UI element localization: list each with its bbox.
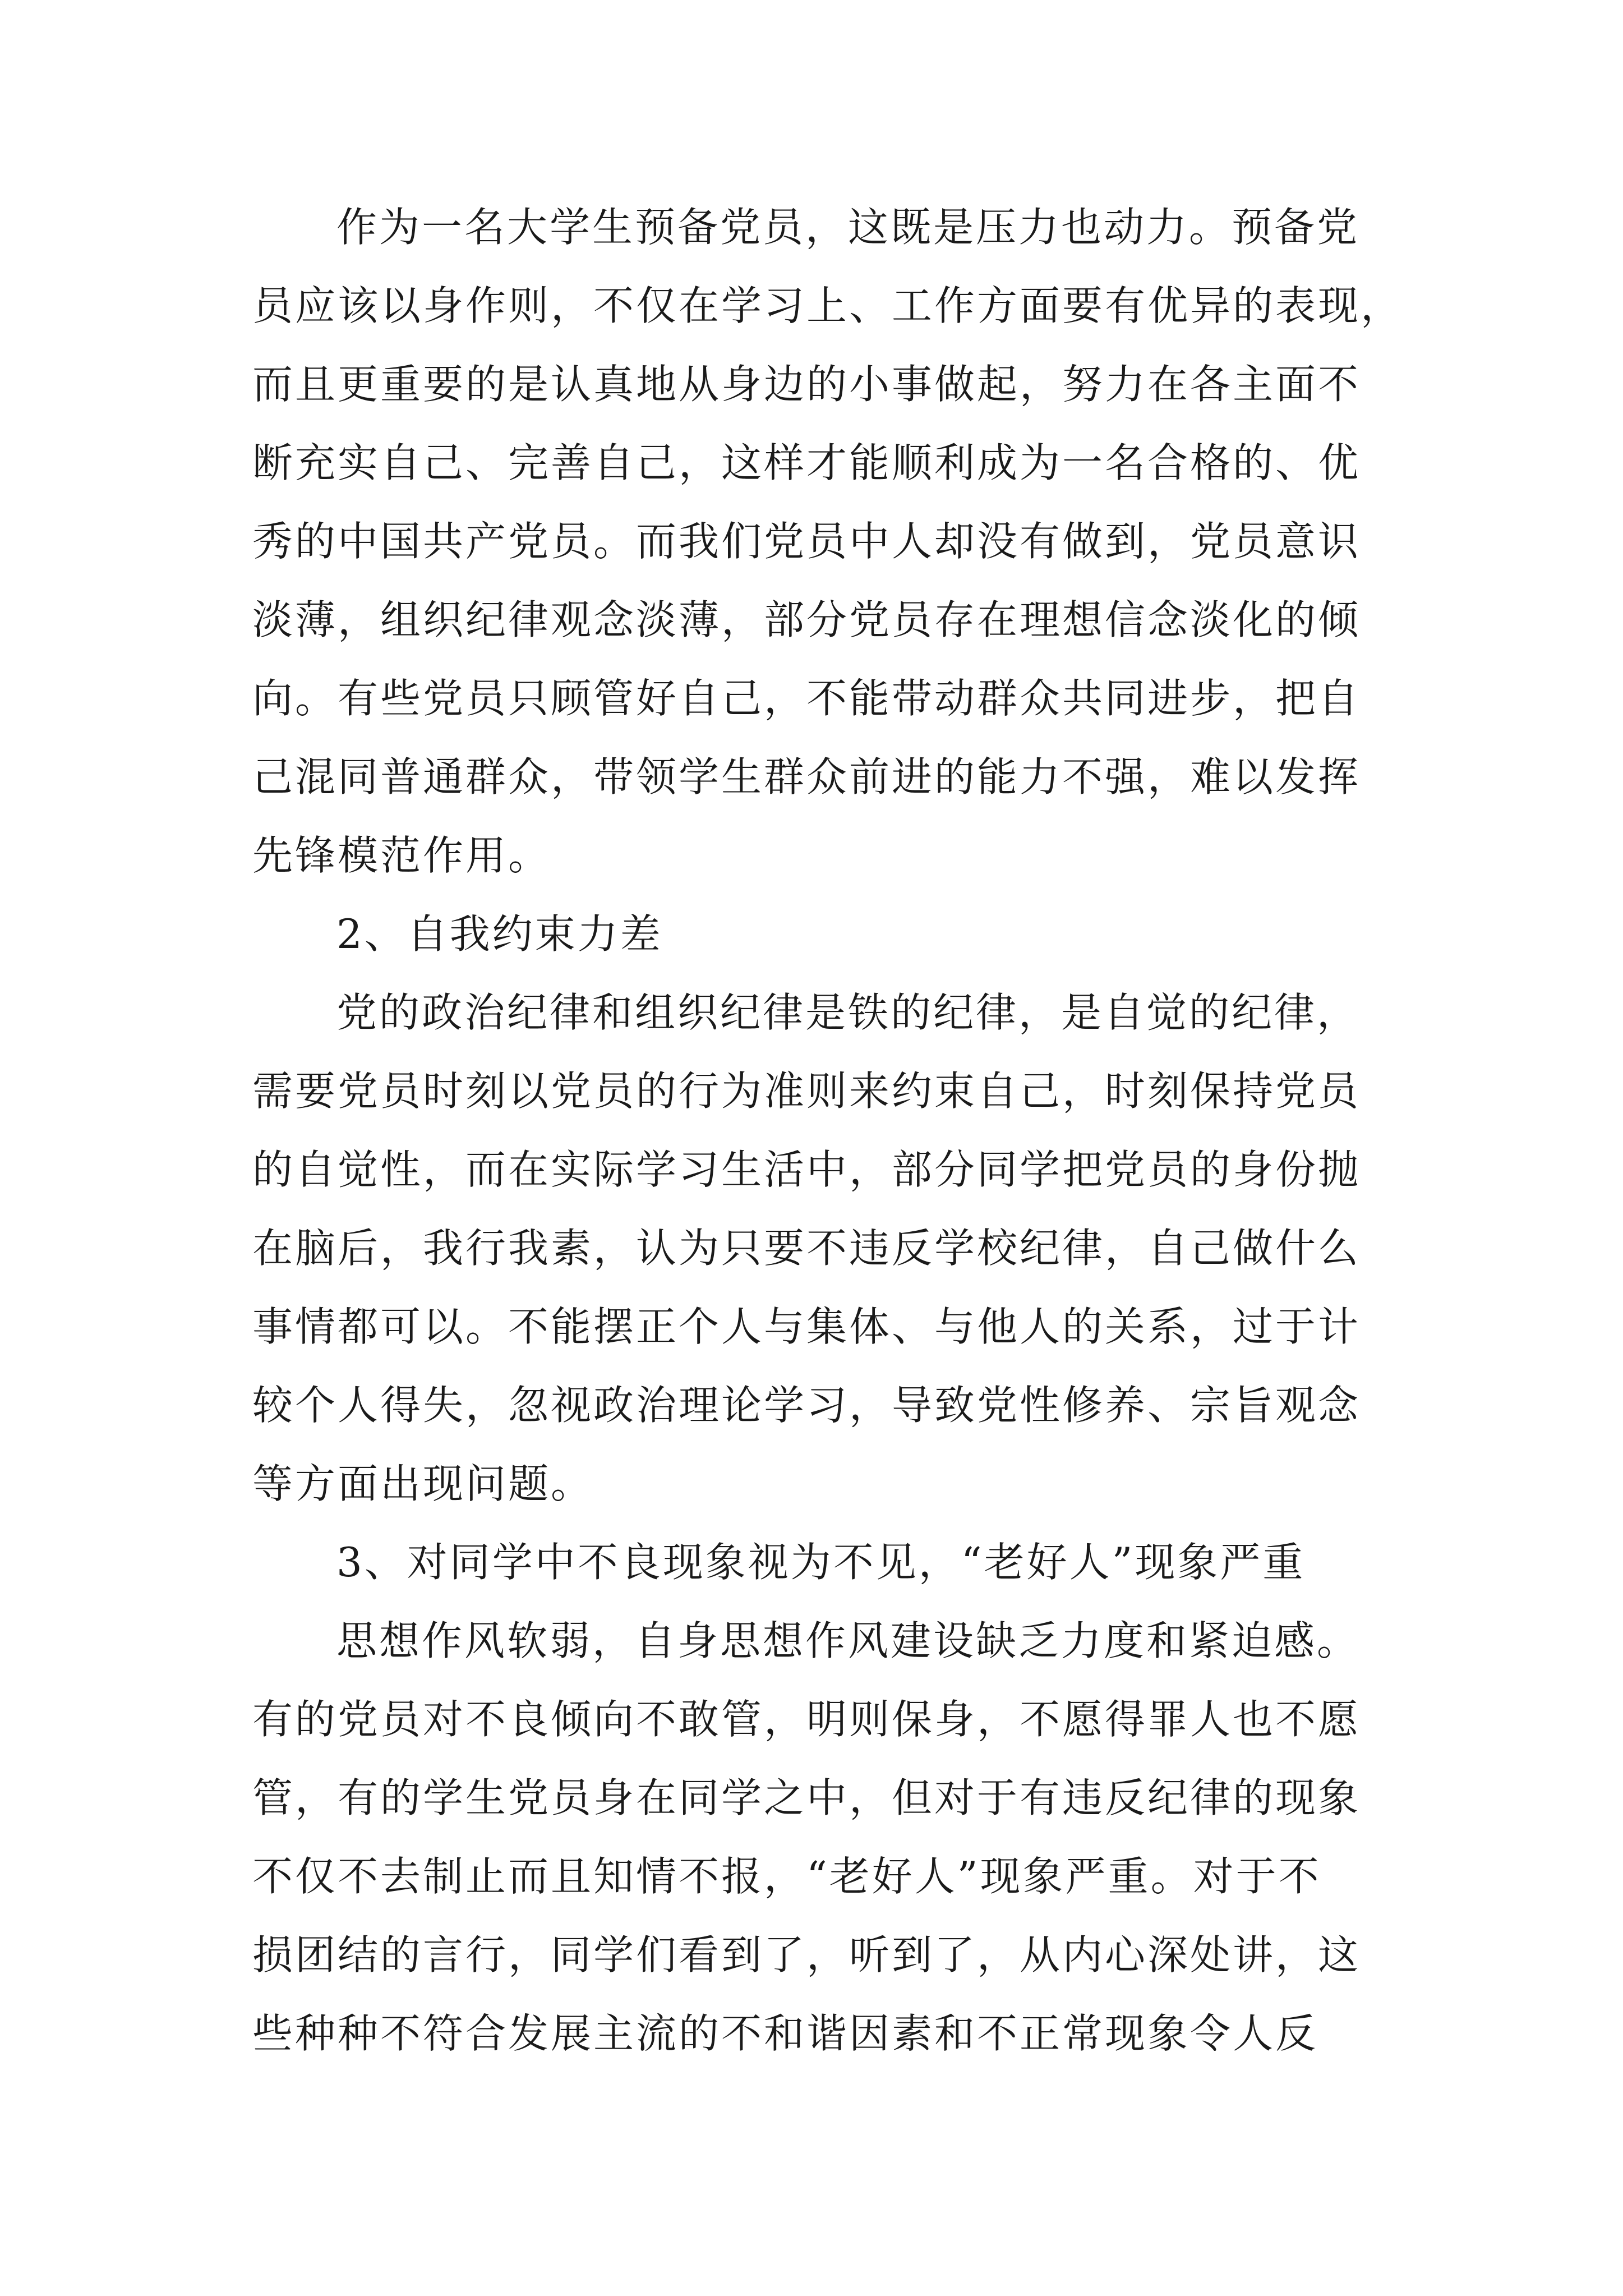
section-heading: 2、自我约束力差 [336,910,663,958]
text-line: 的自觉性，而在实际学习生活中，部分同学把党员的身份抛 [252,1146,1361,1193]
text-line: 不仅不去制止而且知情不报，“老好人”现象严重。对于不 [252,1853,1321,1900]
text-line: 先锋模范作用。 [252,832,551,879]
text-line: 秀的中国共产党员。而我们党员中人却没有做到，党员意识 [252,518,1361,565]
text-line: 在脑后，我行我素，认为只要不违反学校纪律，自己做什么 [252,1225,1361,1272]
text-line: 损团结的言行，同学们看到了，听到了，从内心深处讲，这 [252,1931,1361,1978]
text-line: 而且更重要的是认真地从身边的小事做起，努力在各主面不 [252,361,1361,408]
text-line: 思想作风软弱，自身思想作风建设缺乏力度和紧迫感。 [336,1617,1360,1664]
section-heading: 3、对同学中不良现象视为不见，“老好人”现象严重 [336,1539,1306,1586]
text-line: 事情都可以。不能摆正个人与集体、与他人的关系，过于计 [252,1303,1361,1350]
text-line: 员应该以身作则，不仅在学习上、工作方面要有优异的表现， [252,282,1404,329]
text-line: 党的政治纪律和组织纪律是铁的纪律，是自觉的纪律， [336,989,1360,1036]
text-line: 作为一名大学生预备党员，这既是压力也动力。预备党 [336,204,1360,251]
text-line: 有的党员对不良倾向不敢管，明则保身，不愿得罪人也不愿 [252,1696,1361,1743]
text-line: 管，有的学生党员身在同学之中，但对于有违反纪律的现象 [252,1774,1361,1821]
text-line: 较个人得失，忽视政治理论学习，导致党性修养、宗旨观念 [252,1382,1361,1429]
text-line: 己混同普通群众，带领学生群众前进的能力不强，难以发挥 [252,753,1361,800]
text-line: 淡薄，组织纪律观念淡薄，部分党员存在理想信念淡化的倾 [252,596,1361,643]
text-line: 向。有些党员只顾管好自己，不能带动群众共同进步，把自 [252,675,1361,722]
text-line: 需要党员时刻以党员的行为准则来约束自己，时刻保持党员 [252,1068,1361,1115]
text-line: 断充实自己、完善自己，这样才能顺利成为一名合格的、优 [252,439,1361,486]
text-line: 些种种不符合发展主流的不和谐因素和不正常现象令人反 [252,2010,1318,2057]
text-line: 等方面出现问题。 [252,1460,594,1507]
